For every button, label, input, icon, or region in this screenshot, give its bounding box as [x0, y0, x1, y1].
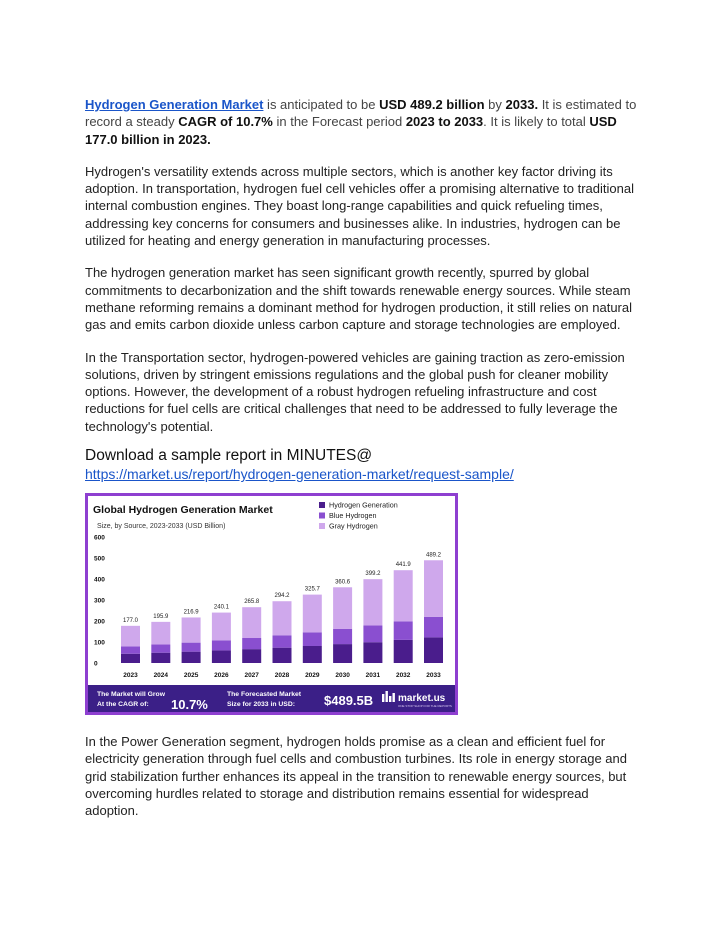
bar-segment-gray-hydrogen [303, 595, 322, 633]
legend-swatch [319, 502, 325, 508]
power-generation-paragraph: In the Power Generation segment, hydrogen holds promise as a clean and efficient fuel for electricity generation through fuel cells and combustion turbines. Its role in energy storage and grid stabilization further enhances its appeal in the transition to renewable energy sources, but overcoming hurdles related to storage and distribution remains essential for widespread adoption. [85, 734, 627, 819]
bar-total-label: 195.9 [153, 613, 169, 620]
cagr-label-line-2: At the CAGR of: [97, 701, 149, 708]
bar-segment-gray-hydrogen [333, 587, 352, 629]
legend-label: Hydrogen Generation [329, 500, 398, 510]
x-tick-label: 2032 [395, 672, 411, 679]
market-infographic [85, 493, 458, 715]
bar-segment-blue-hydrogen [303, 632, 322, 646]
bar-total-label: 294.2 [274, 593, 290, 600]
x-tick-label: 2028 [274, 672, 290, 679]
bar-segment-hydrogen-generation [151, 653, 170, 663]
legend-swatch [319, 523, 325, 529]
x-tick-label: 2024 [153, 672, 169, 679]
bar-total-label: 177.0 [122, 617, 139, 624]
bar-segment-hydrogen-generation [273, 648, 292, 663]
bar-total-label: 325.7 [304, 586, 320, 593]
bar-total-label: 265.8 [244, 599, 260, 606]
x-tick-label: 2029 [305, 672, 320, 679]
y-tick-label: 500 [94, 555, 105, 563]
bar-segment-gray-hydrogen [363, 579, 382, 625]
bar-segment-blue-hydrogen [121, 646, 140, 653]
y-tick-label: 300 [94, 597, 105, 605]
bar-segment-hydrogen-generation [394, 640, 413, 663]
market-chart [85, 493, 458, 715]
bar-segment-gray-hydrogen [182, 617, 201, 642]
bar-segment-blue-hydrogen [151, 645, 170, 653]
bar-segment-gray-hydrogen [424, 560, 443, 617]
bar-segment-blue-hydrogen [212, 640, 231, 650]
bar-total-label: 399.2 [365, 571, 381, 578]
intro-bold-market-size: USD 489.2 billion [379, 97, 485, 112]
forecast-value: $489.5B [324, 693, 374, 708]
bar-segment-gray-hydrogen [394, 570, 413, 621]
y-tick-label: 400 [94, 576, 105, 584]
bar-segment-hydrogen-generation [424, 637, 443, 663]
bar-total-label: 441.9 [395, 562, 411, 569]
chart-subtitle: Size, by Source, 2023-2033 (USD Billion) [97, 523, 226, 530]
cagr-value: 10.7% [171, 697, 208, 712]
bar-total-label: 360.6 [335, 579, 351, 586]
y-tick-label: 600 [94, 534, 105, 542]
bar-segment-hydrogen-generation [182, 652, 201, 663]
bar-total-label: 216.9 [183, 609, 199, 616]
bar-segment-blue-hydrogen [424, 617, 443, 638]
bar-segment-hydrogen-generation [363, 642, 382, 663]
bar-segment-blue-hydrogen [333, 629, 352, 644]
x-tick-label: 2030 [335, 672, 350, 679]
intro-text-3: It is estimated to record a steady [85, 97, 637, 130]
x-tick-label: 2023 [123, 672, 138, 679]
y-tick-label: 0 [94, 660, 98, 668]
bar-segment-hydrogen-generation [303, 646, 322, 663]
legend-label: Blue Hydrogen [329, 511, 377, 520]
hydrogen-generation-market-link[interactable]: Hydrogen Generation Market [85, 97, 264, 112]
bar-segment-gray-hydrogen [121, 626, 140, 647]
bar-segment-blue-hydrogen [363, 625, 382, 642]
x-tick-label: 2031 [365, 672, 381, 679]
y-tick-label: 100 [94, 639, 105, 647]
intro-bold-2023-value: USD 177.0 billion in 2023. [85, 114, 617, 147]
bar-segment-hydrogen-generation [242, 649, 261, 663]
intro-text-5: . It is likely to total [483, 114, 590, 130]
bar-segment-blue-hydrogen [273, 635, 292, 647]
transportation-paragraph: In the Transportation sector, hydrogen-powered vehicles are gaining traction as zero-emission solutions, driven by stringent emissions regulations and the global push for cleaner mobility options. However, the development of a robust hydrogen refueling infrastructure and cost reductions for fuel cells are critical challenges that need to be addressed to fully leverage the technology's potential. [85, 349, 625, 434]
sample-report-link[interactable]: https://market.us/report/hydrogen-generation-market/request-sample/ [85, 466, 514, 483]
legend-swatch [319, 513, 325, 519]
intro-bold-cagr: CAGR of 10.7% [178, 114, 273, 130]
bar-segment-hydrogen-generation [212, 650, 231, 663]
forecast-label-line-2: Size for 2033 in USD: [227, 701, 295, 708]
x-tick-label: 2026 [214, 672, 229, 679]
bar-total-label: 489.2 [425, 552, 442, 559]
cagr-label-line-1: The Market will Grow [97, 691, 165, 698]
bar-segment-blue-hydrogen [242, 638, 261, 649]
x-tick-label: 2033 [426, 672, 441, 679]
intro-text-1: is anticipated to be [263, 97, 380, 112]
bar-segment-blue-hydrogen [182, 643, 201, 652]
bar-segment-blue-hydrogen [394, 621, 413, 639]
growth-paragraph: The hydrogen generation market has seen significant growth recently, spurred by global commitments to decarbonization and the shift towards renewable energy sources. While steam methane reforming remains a dominant method for hydrogen production, it still relies on natural gas and emits carbon dioxide unless carbon capture and storage technologies are employed. [85, 265, 633, 333]
forecast-label-line-1: The Forecasted Market [227, 691, 302, 698]
bar-segment-hydrogen-generation [121, 654, 140, 663]
bar-segment-hydrogen-generation [333, 644, 352, 663]
intro-bold-year: 2033. [505, 97, 539, 112]
intro-paragraph [85, 96, 640, 148]
bar-segment-gray-hydrogen [273, 601, 292, 635]
bar-segment-gray-hydrogen [151, 622, 170, 645]
x-tick-label: 2027 [244, 672, 259, 679]
bar-segment-gray-hydrogen [212, 613, 231, 641]
brand-tagline: ONE STOP SHOP FOR THE REPORTS [398, 704, 452, 708]
legend-label: Gray Hydrogen [329, 521, 378, 531]
document-body [85, 96, 640, 483]
intro-bold-period: 2023 to 2033 [405, 114, 484, 130]
intro-text-4: in the Forecast period [272, 114, 406, 130]
versatility-paragraph: Hydrogen's versatility extends across multiple sectors, which is another key factor driving its adoption. In transportation, hydrogen fuel cell vehicles offer a promising alternative to traditional internal combustion engines. They boast long-range capabilities and quick refueling times, addressing key concerns for consumers and businesses alike. In industries, hydrogen can be utilized for heating and energy generation in manufacturing processes. [85, 163, 634, 249]
bar-total-label: 240.1 [213, 604, 229, 611]
chart-title: Global Hydrogen Generation Market [93, 504, 273, 516]
intro-text-2: by [484, 97, 506, 112]
y-tick-label: 200 [94, 618, 105, 626]
x-tick-label: 2025 [183, 672, 199, 679]
brand-name: market.us [398, 693, 446, 704]
download-heading: Download a sample report in MINUTES@ [85, 447, 373, 465]
bar-segment-gray-hydrogen [242, 607, 261, 638]
